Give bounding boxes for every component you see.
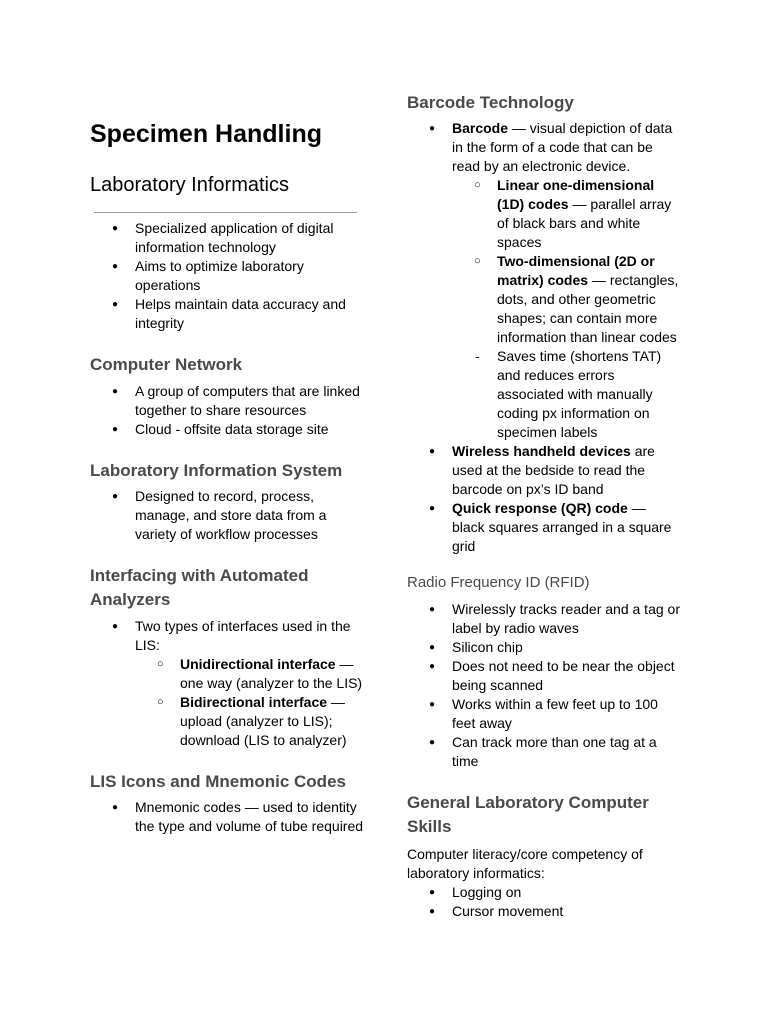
network-heading: Computer Network: [90, 355, 243, 374]
rfid-heading: Radio Frequency ID (RFID): [407, 574, 590, 591]
term-desc: — rectangles, dots, and other geometric shapes; can contain more information than linear codes: [497, 272, 679, 345]
barcode-heading: Barcode Technology: [407, 93, 574, 112]
skills-intro: Computer literacy/core competency of laboratory informatics:: [407, 846, 643, 881]
list-item: ● Wirelessly tracks reader and a tag or label by radio waves: [407, 600, 682, 638]
term: Barcode: [452, 120, 509, 136]
list-item: ● Cursor movement: [407, 902, 697, 921]
left-column: [90, 0, 370, 836]
list-item: ● Can track more than one tag at a time: [407, 733, 682, 771]
interfacing-list: [90, 617, 370, 750]
list-item: ● Cloud - offsite data storage site: [90, 420, 370, 439]
informatics-heading: Laboratory Informatics: [90, 174, 289, 196]
term: Bidirectional interface: [180, 694, 328, 710]
rfid-list: [407, 600, 682, 771]
list-item: ● Does not need to be near the object being scanned: [407, 657, 682, 695]
term: Quick response (QR) code: [452, 500, 628, 516]
list-item: ● Designed to record, process, manage, and store data from a variety of workflow processes: [90, 487, 370, 544]
term-desc: — one way (analyzer to the LIS): [180, 656, 363, 691]
list-item: [407, 119, 682, 442]
term: Linear one-dimensional (1D) codes: [497, 177, 655, 212]
list-item: [90, 617, 370, 750]
list-item: [407, 442, 682, 499]
informatics-list: [90, 219, 370, 333]
term-desc: — upload (analyzer to LIS); download (LIS to analyzer): [180, 694, 347, 748]
right-column: [407, 0, 697, 921]
list-item: ● Specialized application of digital information technology: [90, 219, 370, 257]
sub-list-item: [452, 176, 682, 252]
section-divider: [94, 212, 357, 213]
sub-list-item: [135, 655, 370, 693]
lis-heading: Laboratory Information System: [90, 461, 343, 480]
skills-list: [407, 883, 697, 921]
term: Unidirectional interface: [180, 656, 336, 672]
sub-list-item: - Saves time (shortens TAT) and reduces errors associated with manually coding px information on specimen labels: [452, 347, 682, 442]
sub-list-item: [452, 252, 682, 347]
list-item: ● A group of computers that are linked together to share resources: [90, 382, 370, 420]
list-item: ● Works within a few feet up to 100 feet away: [407, 695, 682, 733]
term-desc: — black squares arranged in a square grid: [452, 500, 672, 554]
term: Two-dimensional (2D or matrix) codes: [497, 253, 655, 288]
interfacing-sublist: [135, 655, 370, 750]
interfacing-heading: Interfacing with Automated Analyzers: [90, 566, 309, 609]
term: Wireless handheld devices: [452, 443, 631, 459]
barcode-list: [407, 119, 682, 556]
skills-heading: General Laboratory Computer Skills: [407, 793, 649, 836]
list-item: ● Silicon chip: [407, 638, 682, 657]
term-desc: are used at the bedside to read the barcode on px’s ID band: [452, 443, 655, 497]
list-item-text: Two types of interfaces used in the LIS:: [135, 618, 351, 653]
list-item: [407, 499, 682, 556]
list-item: ● Helps maintain data accuracy and integrity: [90, 295, 370, 333]
barcode-sublist: [452, 176, 682, 442]
term-desc: — parallel array of black bars and white spaces: [497, 196, 672, 250]
network-list: [90, 382, 370, 439]
icons-heading: LIS Icons and Mnemonic Codes: [90, 772, 346, 791]
page-title: Specimen Handling: [90, 120, 322, 148]
sub-list-item: [135, 693, 370, 750]
icons-list: [90, 798, 370, 836]
lis-list: [90, 487, 370, 544]
list-item: ● Aims to optimize laboratory operations: [90, 257, 370, 295]
term-desc: — visual depiction of data in the form of a code that can be read by an electronic device.: [452, 120, 673, 174]
list-item: ● Mnemonic codes — used to identity the type and volume of tube required: [90, 798, 370, 836]
list-item: ● Logging on: [407, 883, 697, 902]
